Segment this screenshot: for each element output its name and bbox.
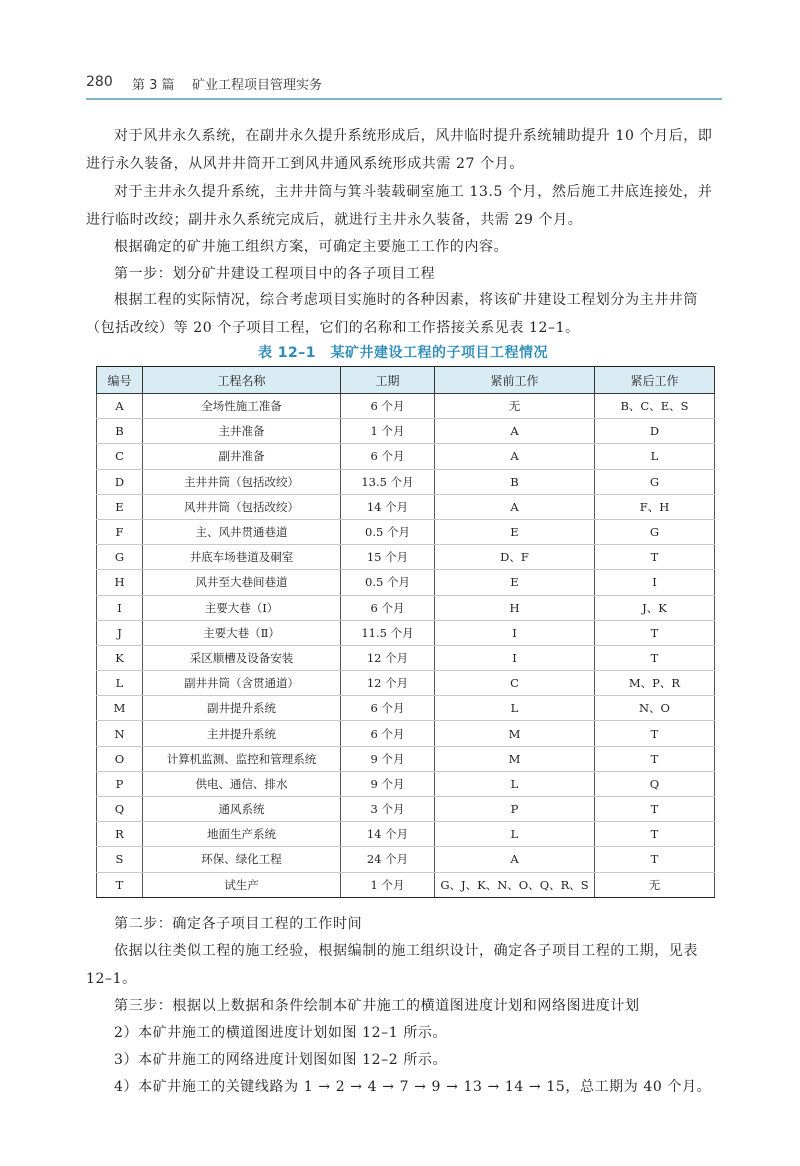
cell-successors: L [595, 444, 715, 469]
cell-duration: 3 个月 [341, 797, 435, 822]
column-header: 紧前工作 [435, 367, 595, 394]
cell-successors: T [595, 545, 715, 570]
cell-id: S [97, 847, 143, 872]
table-row [97, 872, 715, 897]
cell-successors: T [595, 620, 715, 645]
cell-name: 主要大巷（Ⅱ） [143, 620, 341, 645]
cell-id: R [97, 822, 143, 847]
cell-predecessors: C [435, 671, 595, 696]
cell-successors: B、C、E、S [595, 394, 715, 419]
cell-name: 主要大巷（Ⅰ） [143, 595, 341, 620]
table-row [97, 645, 715, 670]
cell-duration: 6 个月 [341, 721, 435, 746]
cell-name: 主井提升系统 [143, 721, 341, 746]
cell-id: P [97, 771, 143, 796]
cell-successors: G [595, 519, 715, 544]
table-row [97, 595, 715, 620]
cell-id: J [97, 620, 143, 645]
cell-duration: 24 个月 [341, 847, 435, 872]
table-row [97, 671, 715, 696]
cell-name: 采区顺槽及设备安装 [143, 645, 341, 670]
cell-successors: J、K [595, 595, 715, 620]
cell-successors: D [595, 419, 715, 444]
cell-successors: T [595, 721, 715, 746]
cell-predecessors: A [435, 419, 595, 444]
cell-predecessors: A [435, 444, 595, 469]
cell-predecessors: L [435, 696, 595, 721]
cell-id: C [97, 444, 143, 469]
cell-duration: 12 个月 [341, 671, 435, 696]
cell-duration: 13.5 个月 [341, 469, 435, 494]
paragraph: 对于风井永久系统，在副井永久提升系统形成后，风井临时提升系统辅助提升 10 个月后，即进行永久装备，从风井井筒开工到风井通风系统形成共需 27 个月。 [86, 128, 713, 172]
cell-name: 风井井筒（包括改绞） [143, 494, 341, 519]
paragraph: 对于主井永久提升系统，主井井筒与箕斗装载硐室施工 13.5 个月，然后施工井底连接处，并进行临时改绞；副井永久系统完成后，就进行主井永久装备，共需 29 个月。 [86, 184, 713, 228]
paragraph: 根据工程的实际情况，综合考虑项目实施时的各种因素，将该矿井建设工程划分为主井井筒（包括改绞）等 20 个子项目工程，它们的名称和工作搭接关系见表 12–1。 [86, 292, 698, 336]
cell-successors: T [595, 746, 715, 771]
cell-predecessors: E [435, 570, 595, 595]
cell-successors: 无 [595, 872, 715, 897]
cell-duration: 11.5 个月 [341, 620, 435, 645]
table-row [97, 444, 715, 469]
cell-name: 风井至大巷间巷道 [143, 570, 341, 595]
cell-name: 供电、通信、排水 [143, 771, 341, 796]
cell-predecessors: A [435, 494, 595, 519]
cell-name: 主、风井贯通巷道 [143, 519, 341, 544]
table-row [97, 620, 715, 645]
cell-predecessors: G、J、K、N、O、Q、R、S [435, 872, 595, 897]
table-row [97, 494, 715, 519]
cell-predecessors: L [435, 771, 595, 796]
subproject-table [96, 366, 715, 898]
step-heading: 第一步：划分矿井建设工程项目中的各子项目工程 [114, 266, 436, 282]
list-item: 2）本矿井施工的横道图进度计划如图 12–1 所示。 [114, 1025, 448, 1041]
cell-id: G [97, 545, 143, 570]
cell-duration: 14 个月 [341, 822, 435, 847]
cell-id: T [97, 872, 143, 897]
cell-predecessors: D、F [435, 545, 595, 570]
cell-predecessors: L [435, 822, 595, 847]
cell-name: 主井井筒（包括改绞） [143, 469, 341, 494]
table-row [97, 469, 715, 494]
part-title: 矿业工程项目管理实务 [192, 78, 323, 93]
cell-id: O [97, 746, 143, 771]
cell-name: 副井准备 [143, 444, 341, 469]
cell-duration: 1 个月 [341, 872, 435, 897]
cell-successors: M、P、R [595, 671, 715, 696]
cell-id: F [97, 519, 143, 544]
cell-name: 全场性施工准备 [143, 394, 341, 419]
cell-name: 地面生产系统 [143, 822, 341, 847]
cell-name: 通风系统 [143, 797, 341, 822]
cell-successors: T [595, 797, 715, 822]
cell-id: N [97, 721, 143, 746]
list-item: 3）本矿井施工的网络进度计划图如图 12–2 所示。 [114, 1052, 448, 1068]
cell-predecessors: 无 [435, 394, 595, 419]
cell-successors: Q [595, 771, 715, 796]
column-header: 工程名称 [143, 367, 341, 394]
table-row [97, 545, 715, 570]
cell-id: Q [97, 797, 143, 822]
cell-id: A [97, 394, 143, 419]
list-item: 4）本矿井施工的关键线路为 1 → 2 → 4 → 7 → 9 → 13 → 14 → 15，总工期为 40 个月。 [114, 1079, 712, 1095]
table-row [97, 746, 715, 771]
running-header [86, 70, 722, 100]
cell-name: 计算机监测、监控和管理系统 [143, 746, 341, 771]
table-caption: 表 12–1 某矿井建设工程的子项目工程情况 [257, 345, 549, 361]
part-label: 第 3 篇 [132, 78, 175, 93]
paragraph: 根据确定的矿井施工组织方案，可确定主要施工工作的内容。 [114, 239, 509, 255]
table-row [97, 696, 715, 721]
cell-successors: T [595, 645, 715, 670]
table-row [97, 797, 715, 822]
cell-predecessors: I [435, 645, 595, 670]
cell-duration: 9 个月 [341, 771, 435, 796]
cell-duration: 9 个月 [341, 746, 435, 771]
step-heading: 第三步：根据以上数据和条件绘制本矿井施工的横道图进度计划和网络图进度计划 [114, 998, 640, 1014]
cell-predecessors: M [435, 721, 595, 746]
cell-duration: 15 个月 [341, 545, 435, 570]
cell-successors: G [595, 469, 715, 494]
table-row [97, 394, 715, 419]
table-row [97, 847, 715, 872]
cell-id: L [97, 671, 143, 696]
table-row [97, 519, 715, 544]
table-row [97, 771, 715, 796]
paragraph: 依据以往类似工程的施工经验，根据编制的施工组织设计，确定各子项目工程的工期，见表 12–1。 [86, 943, 698, 987]
cell-successors: F、H [595, 494, 715, 519]
column-header: 紧后工作 [595, 367, 715, 394]
table-row [97, 419, 715, 444]
column-header: 工期 [341, 367, 435, 394]
table-row [97, 721, 715, 746]
cell-name: 试生产 [143, 872, 341, 897]
cell-predecessors: A [435, 847, 595, 872]
cell-id: H [97, 570, 143, 595]
cell-successors: T [595, 847, 715, 872]
cell-id: M [97, 696, 143, 721]
cell-predecessors: B [435, 469, 595, 494]
cell-id: E [97, 494, 143, 519]
cell-duration: 1 个月 [341, 419, 435, 444]
column-header: 编号 [97, 367, 143, 394]
cell-successors: N、O [595, 696, 715, 721]
cell-duration: 14 个月 [341, 494, 435, 519]
cell-name: 环保、绿化工程 [143, 847, 341, 872]
step-heading: 第二步：确定各子项目工程的工作时间 [114, 916, 363, 932]
cell-duration: 6 个月 [341, 394, 435, 419]
table-row [97, 570, 715, 595]
cell-duration: 6 个月 [341, 444, 435, 469]
cell-predecessors: E [435, 519, 595, 544]
cell-duration: 12 个月 [341, 645, 435, 670]
cell-name: 副井井筒（含贯通道） [143, 671, 341, 696]
cell-predecessors: H [435, 595, 595, 620]
cell-duration: 6 个月 [341, 696, 435, 721]
cell-id: K [97, 645, 143, 670]
page-number: 280 [86, 74, 113, 90]
table-header-row [97, 367, 715, 394]
table-row [97, 822, 715, 847]
cell-duration: 0.5 个月 [341, 570, 435, 595]
cell-id: B [97, 419, 143, 444]
cell-id: I [97, 595, 143, 620]
cell-duration: 0.5 个月 [341, 519, 435, 544]
cell-name: 井底车场巷道及硐室 [143, 545, 341, 570]
cell-duration: 6 个月 [341, 595, 435, 620]
cell-predecessors: I [435, 620, 595, 645]
cell-successors: I [595, 570, 715, 595]
cell-predecessors: P [435, 797, 595, 822]
cell-predecessors: M [435, 746, 595, 771]
cell-id: D [97, 469, 143, 494]
cell-name: 主井准备 [143, 419, 341, 444]
cell-name: 副井提升系统 [143, 696, 341, 721]
cell-successors: T [595, 822, 715, 847]
